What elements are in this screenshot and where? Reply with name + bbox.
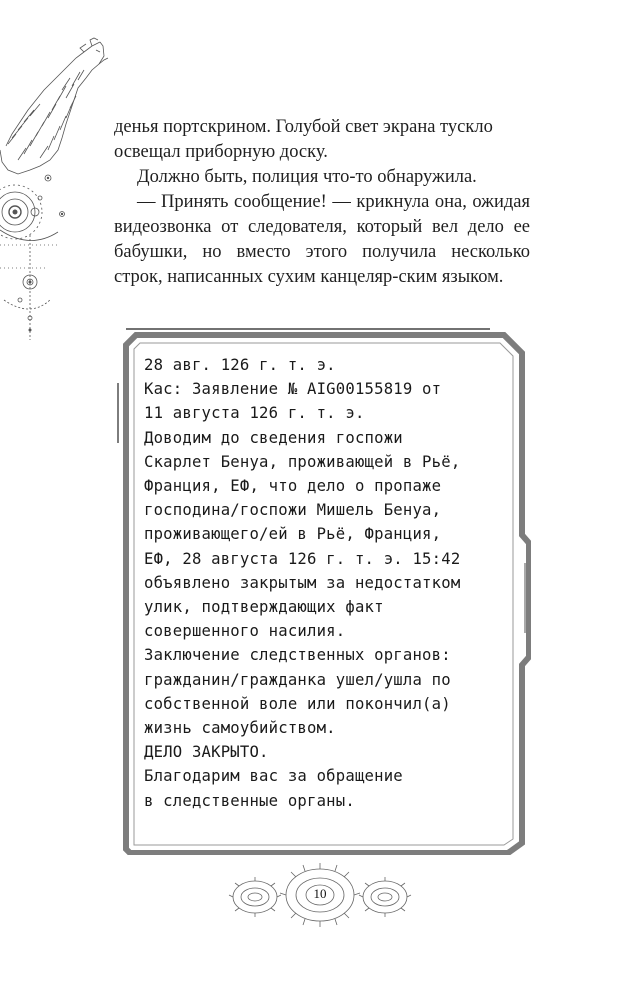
notice-line: 28 авг. 126 г. т. э. — [144, 356, 336, 374]
notice-line: Доводим до сведения госпожи — [144, 428, 403, 447]
notice-line: проживающего/ей в Рьё, Франция, — [144, 525, 442, 544]
notice-line: Скарлет Бенуа, проживающей в Рьё, — [144, 452, 461, 471]
notice-line: улик, подтверждающих факт — [144, 598, 384, 617]
notice-line: ЕФ, 28 августа 126 г. т. э. 15:42 — [144, 549, 461, 568]
notice-line: господина/госпожи Мишель Бенуа, — [144, 501, 442, 520]
notice-line: 11 августа 126 г. т. э. — [144, 404, 365, 423]
notice-line: Франция, ЕФ, что дело о пропаже — [144, 477, 442, 496]
page-number: 10 — [313, 886, 327, 901]
notice-line: Кас: Заявление № AIG00155819 от — [144, 380, 442, 399]
paragraph-police: Должно быть, полиция что-то обнаружила. — [137, 167, 477, 187]
police-notice — [144, 353, 516, 813]
notice-line: ДЕЛО ЗАКРЫТО. — [144, 743, 269, 762]
paragraph-continued — [114, 115, 530, 165]
notice-line: собственной воле или покончил(а) — [144, 694, 451, 713]
notice-line: Заключение следственных органов: — [144, 646, 451, 665]
notice-line: совершенного насилия. — [144, 622, 346, 641]
prose-line: освещал приборную доску. — [114, 142, 328, 162]
left-gear-icon — [229, 877, 281, 917]
notice-line: Благодарим вас за обращение — [144, 767, 403, 786]
notice-line: объявлено закрытым за недостатком — [144, 573, 461, 592]
howling-wolf-illustration — [0, 0, 120, 345]
notice-line: в следственные органы. — [144, 791, 355, 810]
notice-line: гражданин/гражданка ушел/ушла по — [144, 670, 451, 689]
paragraph-message: — Принять сообщение! — крикнула она, ожидая видеозвонка от следователя, который вел дело ее бабушки, но вместо этого получила несколько строк, написанных сухим канцеляр-ским языком. — [114, 192, 530, 287]
right-gear-icon — [359, 877, 411, 917]
notice-line: жизнь самоубийством. — [144, 719, 336, 738]
prose-text — [114, 115, 530, 290]
prose-line: денья портскрином. Голубой свет экрана тускло — [114, 117, 493, 137]
